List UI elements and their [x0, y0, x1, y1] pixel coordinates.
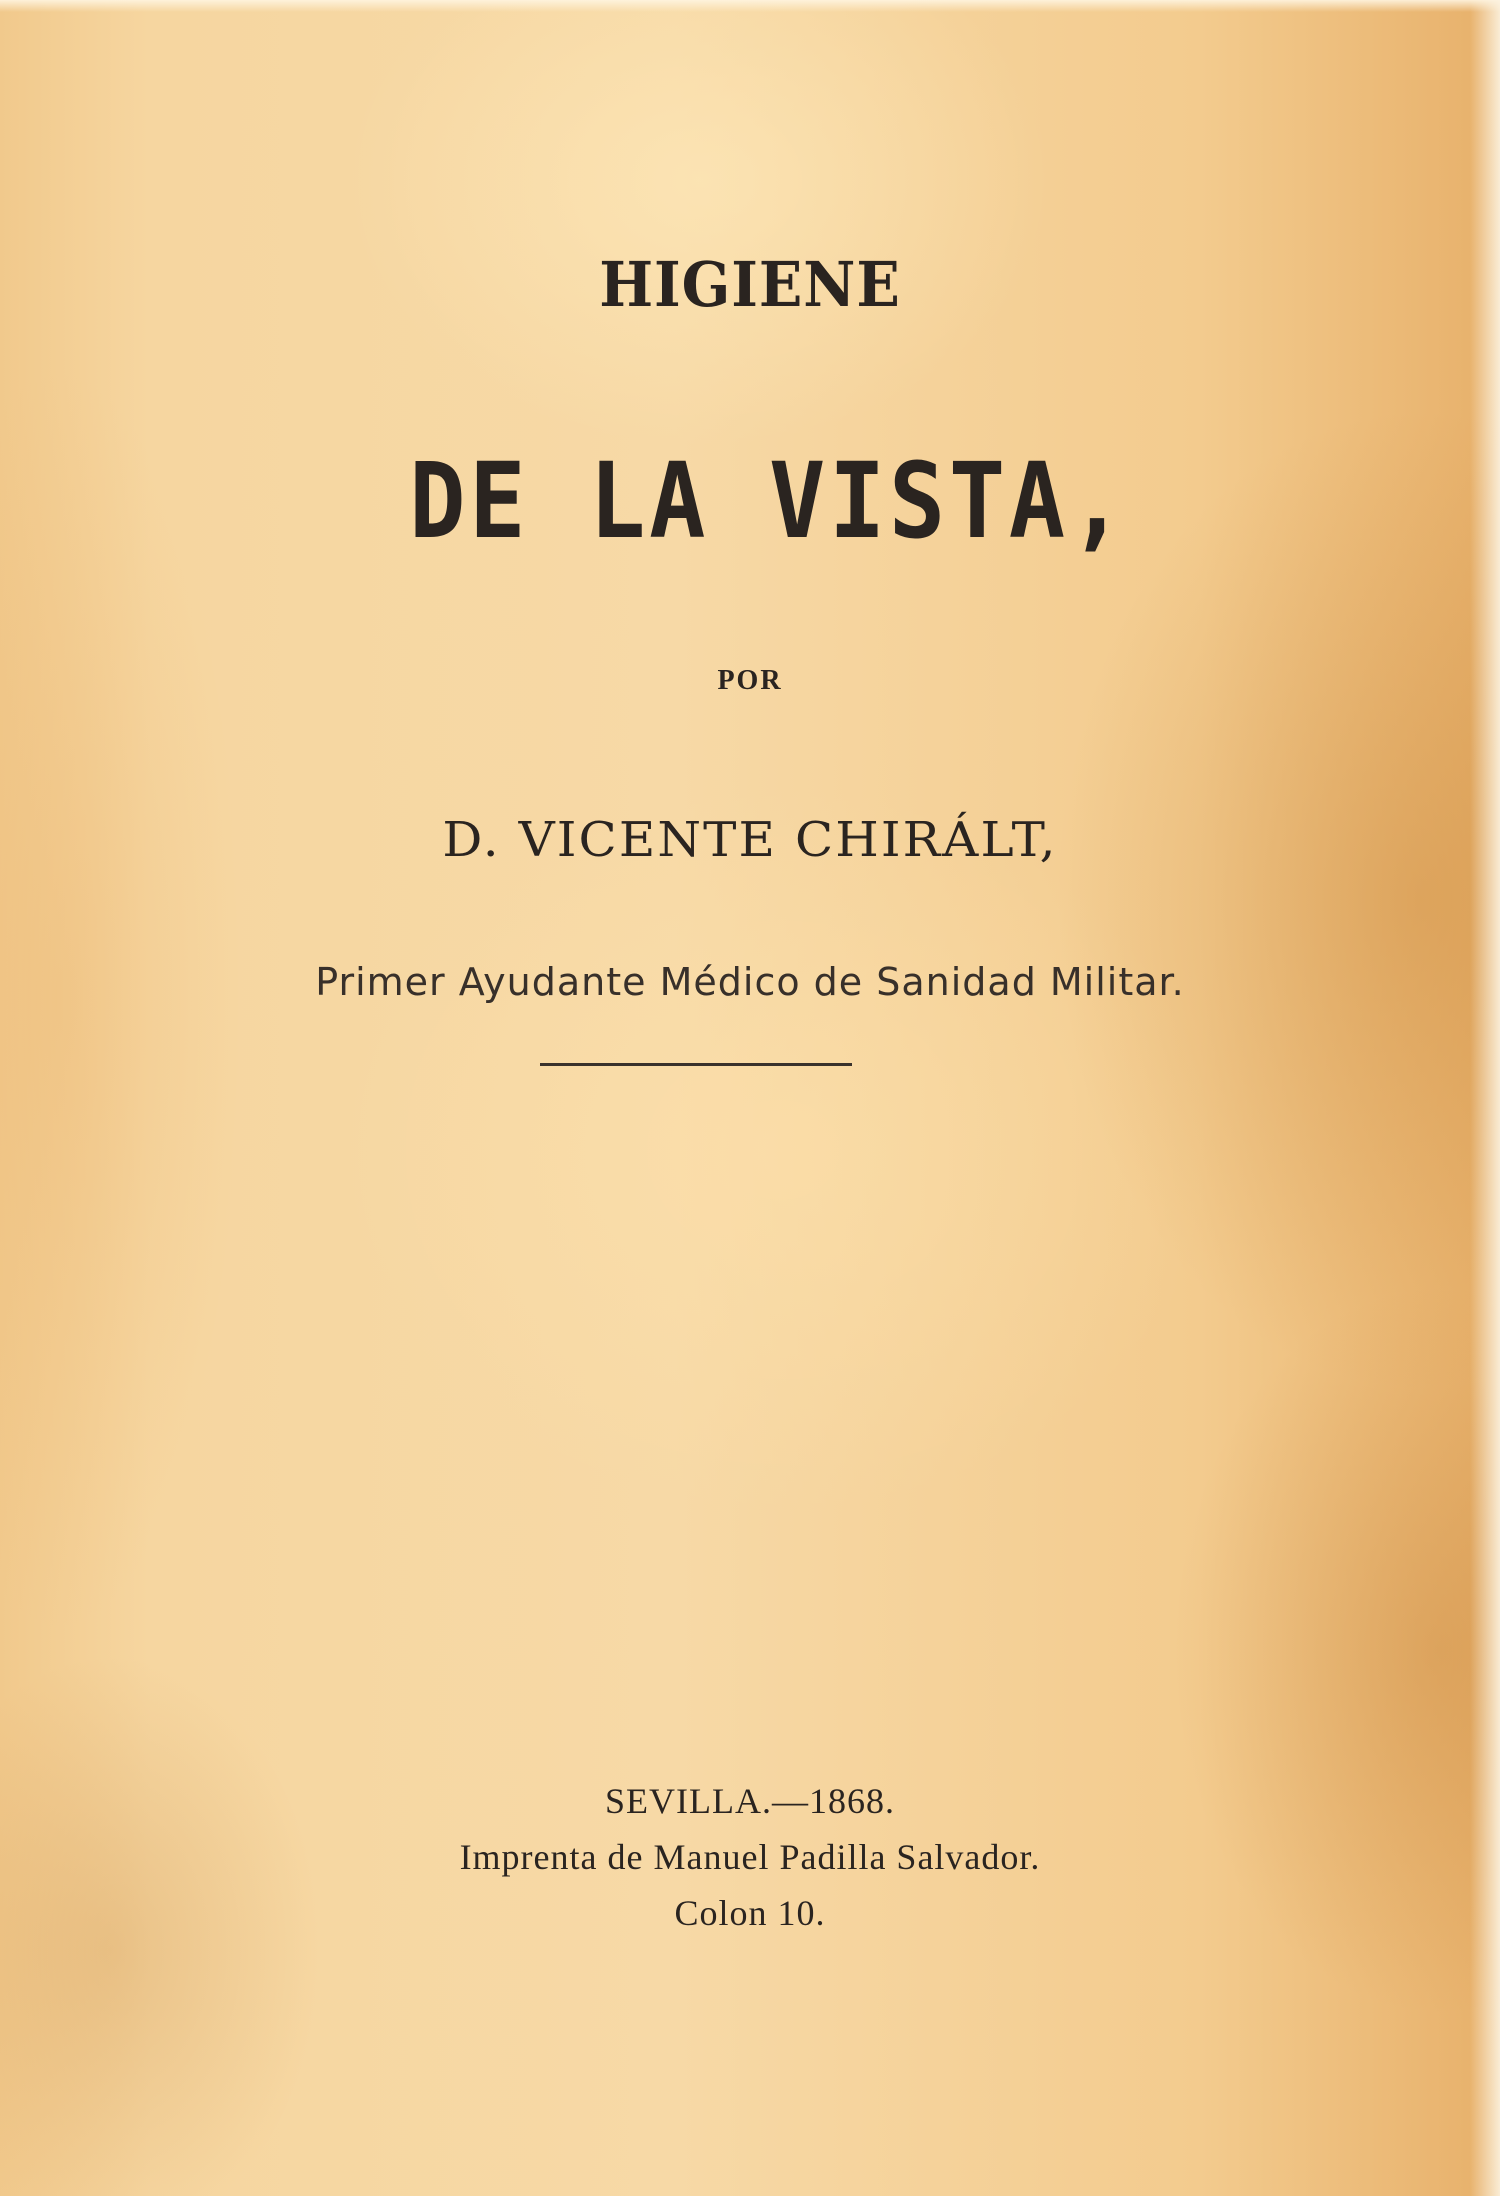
divider-rule — [540, 1063, 852, 1066]
imprint-city-year: SEVILLA.—1868. — [605, 1781, 895, 1821]
paper-edge-top — [0, 0, 1500, 12]
by-label: POR — [717, 665, 783, 696]
title-line-1: HIGIENE — [599, 248, 901, 321]
author-name: D. VICENTE CHIRÁLT, — [442, 812, 1058, 868]
author-title: Primer Ayudante Médico de Sanidad Militar. — [315, 960, 1185, 1004]
imprint-printer: Imprenta de Manuel Padilla Salvador. — [459, 1837, 1041, 1877]
imprint-address: Colon 10. — [674, 1893, 826, 1933]
title-line-2: DE LA VISTA, — [409, 440, 1129, 562]
